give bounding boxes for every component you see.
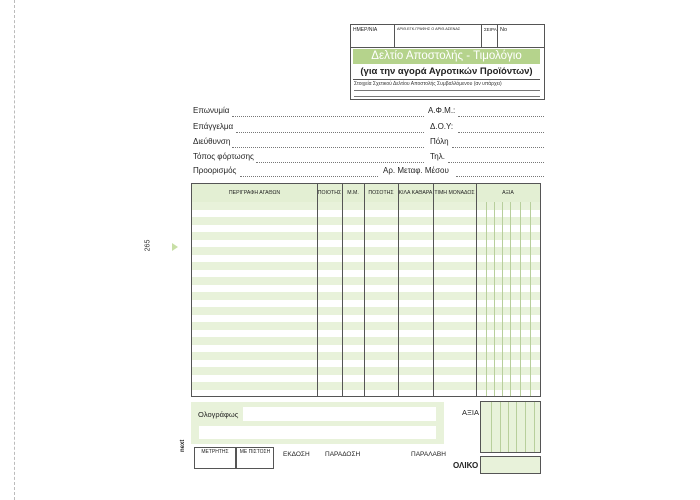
col-unit-price: ΤΙΜΗ ΜΟΝΑΔΟΣ bbox=[434, 190, 475, 196]
value-total-box[interactable] bbox=[480, 401, 541, 453]
table-row[interactable] bbox=[192, 390, 540, 398]
measurer-label: ΜΕΤΡΗΤΗΣ bbox=[201, 449, 229, 455]
table-row[interactable] bbox=[192, 345, 540, 353]
date-cell[interactable] bbox=[351, 25, 395, 47]
issue-label: ΕΚΔΟΣΗ bbox=[283, 451, 310, 458]
document-subtitle: (για την αγορά Αγροτικών Προϊόντων) bbox=[353, 65, 540, 80]
name-label: Επωνυμία bbox=[193, 106, 230, 115]
address-field[interactable] bbox=[232, 147, 424, 148]
series-label: ΣΕΙΡΑ bbox=[484, 27, 497, 32]
document-header bbox=[350, 24, 545, 100]
loading-label: Τόπος φόρτωσης bbox=[193, 152, 254, 161]
reference-text: ΑΡΙΘ.ΕΓΚ.ΓΡΑΦΗΣ Ο ΑΡΙΘ.ΑΣΕΝΑΣ bbox=[397, 27, 461, 31]
table-row[interactable] bbox=[192, 315, 540, 323]
afm-field[interactable] bbox=[458, 116, 544, 117]
table-row[interactable] bbox=[192, 307, 540, 315]
note-line[interactable] bbox=[354, 90, 540, 91]
delivery-label: ΠΑΡΑΔΟΣΗ bbox=[325, 451, 361, 458]
reference-cell[interactable] bbox=[395, 25, 482, 47]
table-row[interactable] bbox=[192, 300, 540, 308]
table-row[interactable] bbox=[192, 225, 540, 233]
table-header bbox=[192, 184, 540, 203]
table-row[interactable] bbox=[192, 375, 540, 383]
measurer-box[interactable] bbox=[194, 447, 236, 469]
city-field[interactable] bbox=[452, 147, 544, 148]
doy-field[interactable] bbox=[458, 132, 544, 133]
table-row[interactable] bbox=[192, 270, 540, 278]
col-unit: Μ.Μ. bbox=[347, 190, 359, 196]
col-description: ΠΕΡΙΓΡΑΦΗ ΑΓΑΘΩΝ bbox=[228, 190, 281, 196]
col-net-kilos: ΚΙΛΑ ΚΑΘΑΡΑ bbox=[398, 190, 433, 196]
items-table bbox=[191, 183, 541, 397]
value-label: ΑΞΙΑ bbox=[462, 408, 479, 417]
document-title: Δελτίο Αποστολής - Τιμολόγιο bbox=[353, 49, 540, 64]
table-row[interactable] bbox=[192, 330, 540, 338]
vehicle-label: Αρ. Μεταφ. Μέσου bbox=[383, 166, 449, 175]
phone-label: Τηλ. bbox=[430, 152, 445, 161]
grand-total-box[interactable] bbox=[480, 456, 541, 474]
vehicle-field[interactable] bbox=[456, 176, 544, 177]
table-row[interactable] bbox=[192, 367, 540, 375]
table-row[interactable] bbox=[192, 352, 540, 360]
table-row[interactable] bbox=[192, 337, 540, 345]
table-row[interactable] bbox=[192, 382, 540, 390]
page-height-mark: 265 bbox=[144, 239, 152, 252]
total-label: ΟΛΙΚΟ bbox=[453, 461, 479, 470]
doy-label: Δ.Ο.Υ: bbox=[430, 122, 454, 131]
table-row[interactable] bbox=[192, 240, 540, 248]
fold-arrow-icon bbox=[172, 243, 178, 251]
certifier-box[interactable] bbox=[236, 447, 274, 469]
note-line-2[interactable] bbox=[354, 96, 540, 97]
table-row[interactable] bbox=[192, 277, 540, 285]
related-note: Στοιχεία Σχετικού Δελτίου Αποστολής Συμβαλλόμενου (αν υπάρχει) bbox=[354, 81, 502, 87]
table-row[interactable] bbox=[192, 247, 540, 255]
table-row[interactable] bbox=[192, 322, 540, 330]
table-row[interactable] bbox=[192, 262, 540, 270]
address-label: Διεύθυνση bbox=[193, 137, 231, 146]
col-value: ΑΞΙΑ bbox=[502, 190, 514, 196]
amount-in-words-box bbox=[191, 402, 444, 444]
destination-field[interactable] bbox=[240, 176, 378, 177]
table-row[interactable] bbox=[192, 255, 540, 263]
table-row[interactable] bbox=[192, 217, 540, 225]
col-quality: ΠΟΙΟΤΗΣ bbox=[317, 190, 342, 196]
table-row[interactable] bbox=[192, 232, 540, 240]
words-label: Ολογράφως bbox=[198, 410, 239, 419]
certifier-label: ΜΕ ΠΙΣΤΟΣΗ bbox=[239, 449, 271, 455]
profession-label: Επάγγελμα bbox=[193, 122, 234, 131]
afm-label: Α.Φ.Μ.: bbox=[428, 106, 456, 115]
perforation-strip bbox=[0, 0, 15, 500]
words-field[interactable] bbox=[243, 407, 436, 421]
table-row[interactable] bbox=[192, 210, 540, 218]
number-label: Νο bbox=[500, 27, 508, 33]
col-quantity: ΠΟΣΟΤΗΣ bbox=[368, 190, 394, 196]
profession-field[interactable] bbox=[236, 132, 424, 133]
table-row[interactable] bbox=[192, 360, 540, 368]
table-row[interactable] bbox=[192, 292, 540, 300]
loading-field[interactable] bbox=[256, 162, 424, 163]
phone-field[interactable] bbox=[448, 162, 544, 163]
series-cell[interactable] bbox=[482, 25, 498, 47]
date-label: ΗΜΕΡ/ΝΙΑ bbox=[353, 27, 378, 33]
table-row[interactable] bbox=[192, 202, 540, 210]
brand-logo: next bbox=[180, 439, 186, 452]
number-cell[interactable] bbox=[498, 25, 544, 47]
city-label: Πόλη bbox=[430, 137, 449, 146]
words-field-2[interactable] bbox=[199, 426, 436, 439]
name-field[interactable] bbox=[232, 116, 424, 117]
table-row[interactable] bbox=[192, 285, 540, 293]
destination-label: Προορισμός bbox=[193, 166, 237, 175]
receipt-label: ΠΑΡΑΛΑΒΗ bbox=[411, 451, 446, 458]
